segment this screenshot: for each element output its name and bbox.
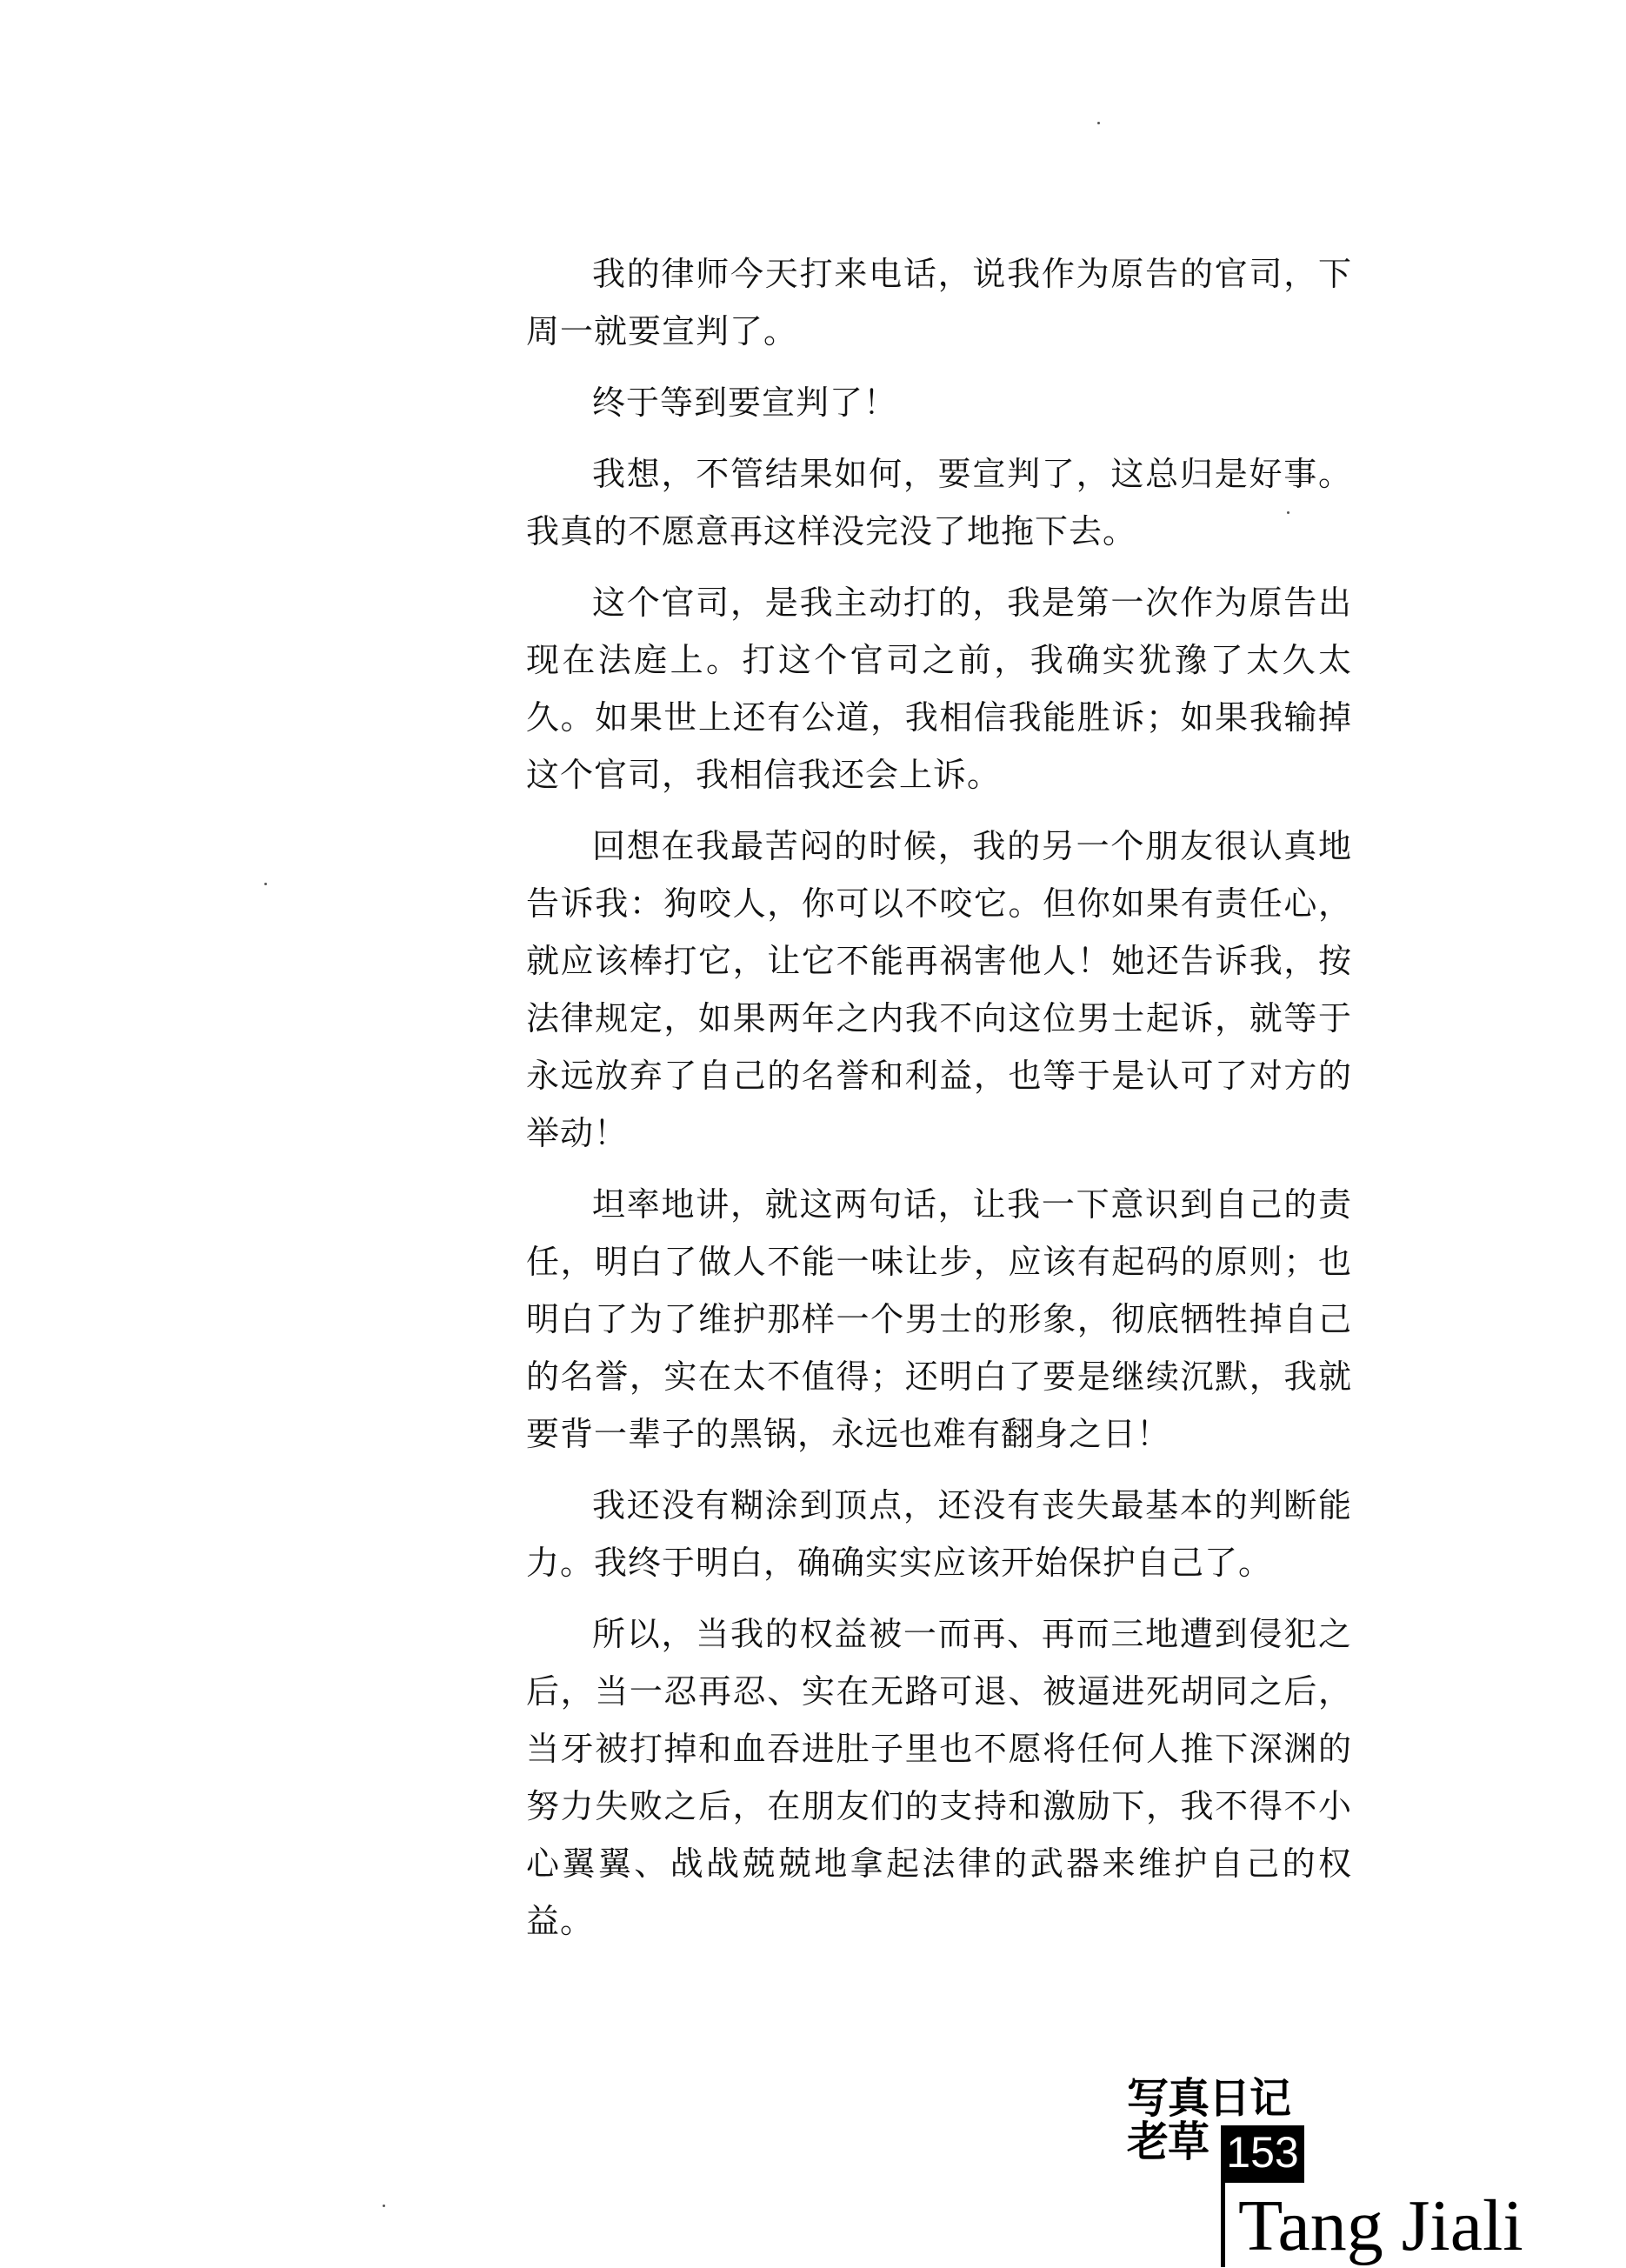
page-number: 153 — [1221, 2125, 1304, 2179]
footer-rule-horizontal — [1221, 2179, 1304, 2183]
series-title: 写真日记 — [1127, 2074, 1291, 2123]
footer-rule-vertical — [1221, 2179, 1225, 2267]
paragraph: 回想在我最苦闷的时候，我的另一个朋友很认真地告诉我：狗咬人，你可以不咬它。但你如果有责任心，就应该棒打它，让它不能再祸害他人！她还告诉我，按法律规定，如果两年之内我不向这位男士起诉，就等于永远放弃了自己的名誉和利益，也等于是认可了对方的举动！ — [526, 827, 1352, 1152]
paragraph: 这个官司，是我主动打的，我是第一次作为原告出现在法庭上。打这个官司之前，我确实犹豫了太久太久。如果世上还有公道，我相信我能胜诉；如果我输掉这个官司，我相信我还会上诉。 — [526, 584, 1352, 794]
paragraph: 坦率地讲，就这两句话，让我一下意识到自己的责任，明白了做人不能一味让步，应该有起码的原则；也明白了为了维护那样一个男士的形象，彻底牺牲掉自己的名誉，实在太不值得；还明白了要是继续沉默，我就要背一辈子的黑锅，永远也难有翻身之日！ — [526, 1185, 1352, 1453]
scan-speck — [383, 2205, 385, 2207]
page-footer — [1127, 2074, 1527, 2267]
paragraph: 我的律师今天打来电话，说我作为原告的官司，下周一就要宣判了。 — [526, 255, 1352, 350]
paragraph: 我想，不管结果如何，要宣判了，这总归是好事。我真的不愿意再这样没完没了地拖下去。 — [526, 455, 1352, 550]
paragraph: 终于等到要宣判了！ — [592, 384, 898, 422]
author-name: Tang Jiali — [1238, 2185, 1523, 2266]
scan-speck — [264, 883, 267, 885]
series-subtitle: 老草 — [1127, 2118, 1210, 2166]
body-text — [526, 245, 1352, 1964]
scan-speck — [1097, 122, 1100, 124]
paragraph: 所以，当我的权益被一而再、再而三地遭到侵犯之后，当一忍再忍、实在无路可退、被逼进死胡同之后，当牙被打掉和血吞进肚子里也不愿将任何人推下深渊的努力失败之后，在朋友们的支持和激励下，我不得不小心翼翼、战战兢兢地拿起法律的武器来维护自己的权益。 — [526, 1615, 1352, 1940]
paragraph: 我还没有糊涂到顶点，还没有丧失最基本的判断能力。我终于明白，确确实实应该开始保护自己了。 — [526, 1486, 1352, 1582]
